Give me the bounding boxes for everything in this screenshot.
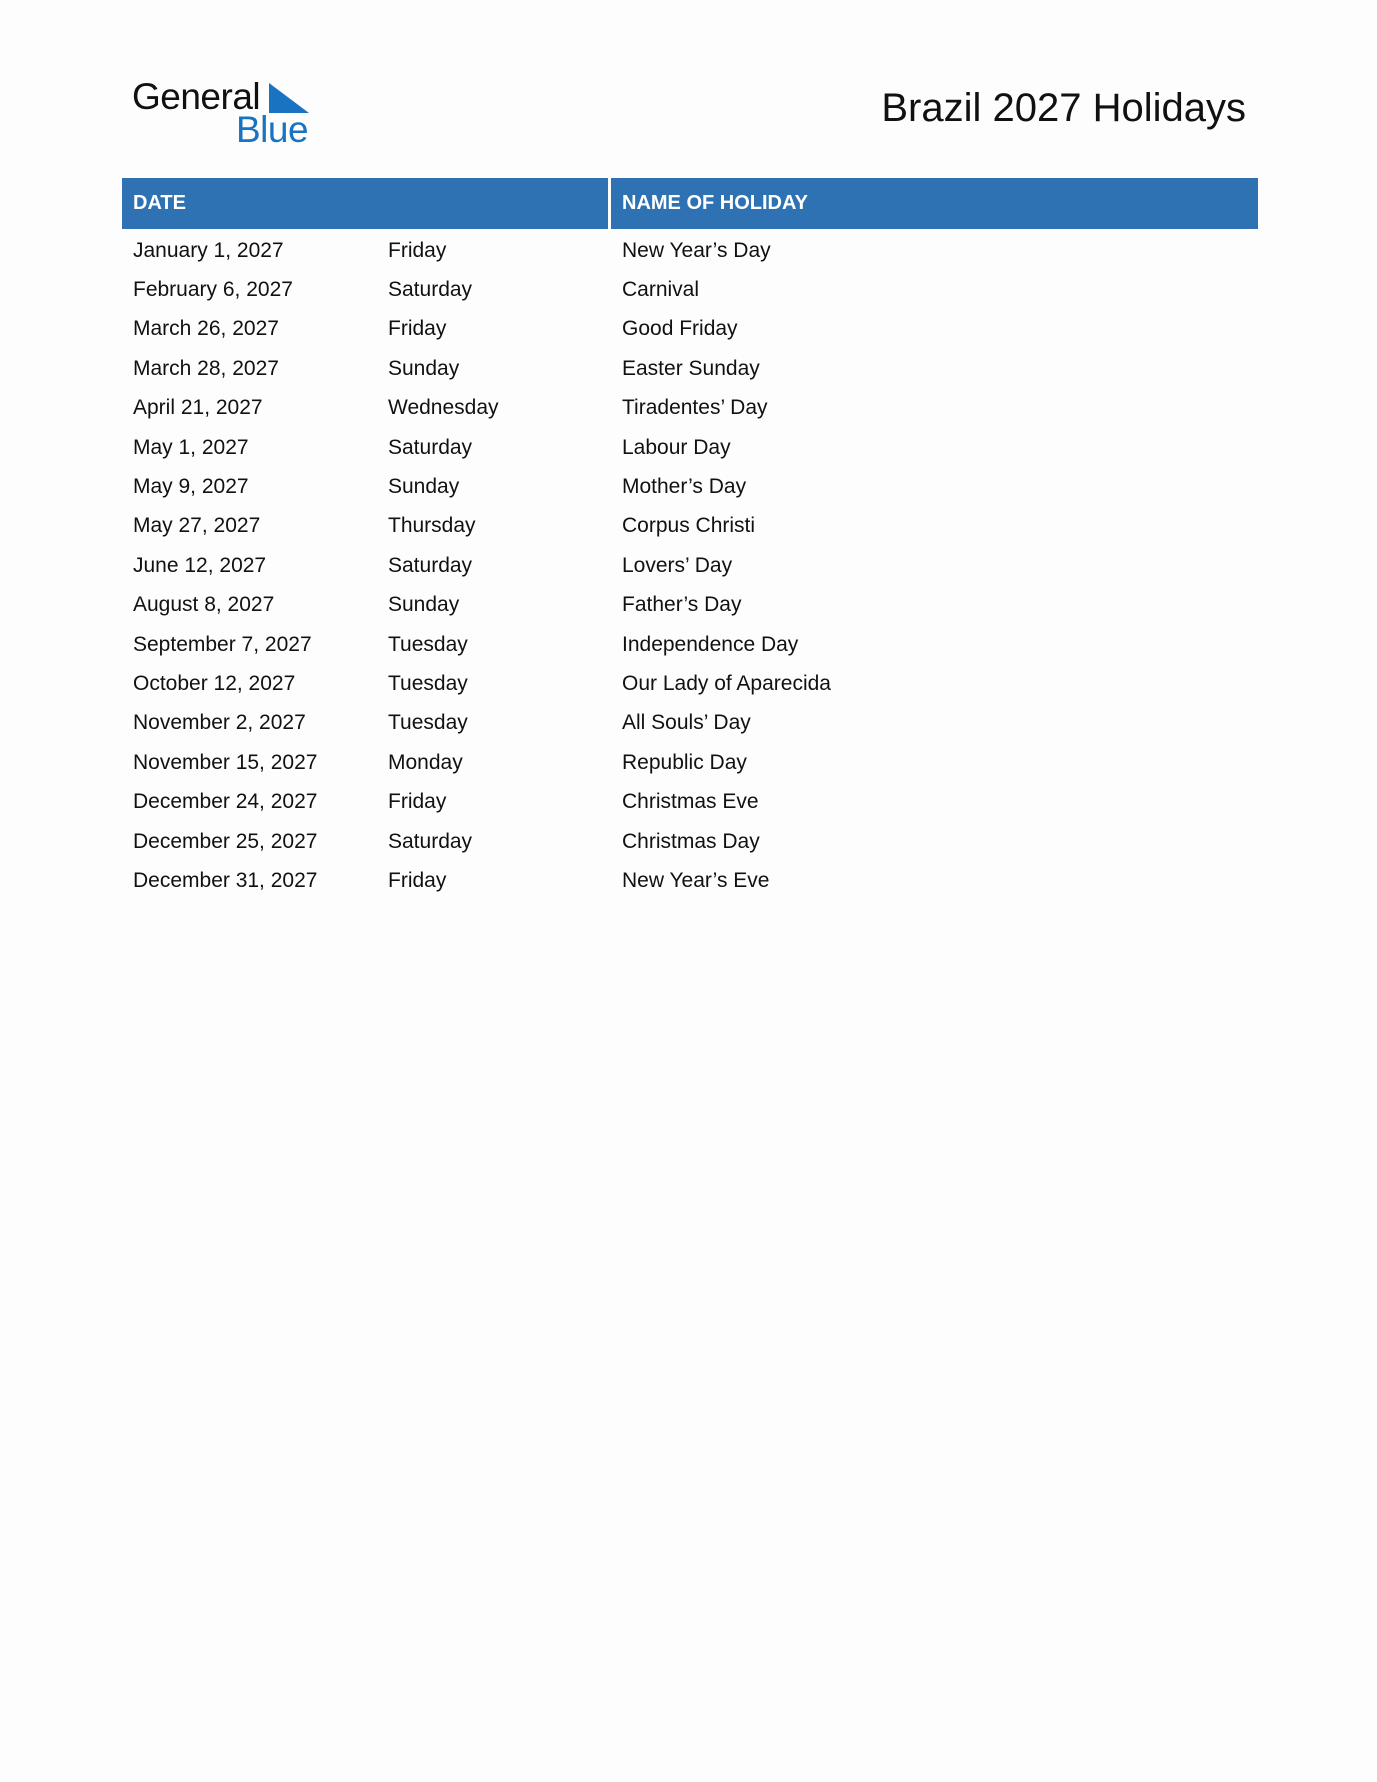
holiday-weekday: Sunday bbox=[388, 593, 460, 617]
holiday-date: April 21, 2027 bbox=[133, 396, 263, 420]
table-row bbox=[122, 704, 1258, 743]
holiday-name: Our Lady of Aparecida bbox=[622, 671, 831, 695]
holiday-name: Mother’s Day bbox=[622, 475, 747, 499]
holiday-date: May 27, 2027 bbox=[133, 514, 261, 538]
holiday-weekday: Friday bbox=[388, 317, 447, 341]
column-header-holiday-name: NAME OF HOLIDAY bbox=[611, 178, 1258, 229]
page-title: Brazil 2027 Holidays bbox=[881, 86, 1246, 130]
holiday-name: Tiradentes’ Day bbox=[622, 396, 768, 420]
holiday-name: Independence Day bbox=[622, 632, 799, 656]
holiday-name: Good Friday bbox=[622, 317, 738, 341]
holiday-weekday: Tuesday bbox=[388, 632, 468, 656]
table-row bbox=[122, 310, 1258, 349]
holiday-date: December 31, 2027 bbox=[133, 868, 318, 892]
logo-text-blue: Blue bbox=[236, 109, 309, 150]
holiday-name: Father’s Day bbox=[622, 593, 742, 617]
table-row bbox=[122, 270, 1258, 309]
holidays-table bbox=[122, 178, 1258, 901]
holiday-date: August 8, 2027 bbox=[133, 593, 275, 617]
holiday-name: Lovers’ Day bbox=[622, 553, 733, 577]
holiday-date: February 6, 2027 bbox=[133, 278, 293, 302]
holiday-date: March 28, 2027 bbox=[133, 356, 279, 380]
holiday-name: Labour Day bbox=[622, 435, 731, 459]
holiday-weekday: Saturday bbox=[388, 278, 473, 302]
holiday-date: May 1, 2027 bbox=[133, 435, 249, 459]
holiday-name: All Souls’ Day bbox=[622, 711, 751, 735]
holiday-weekday: Friday bbox=[388, 790, 447, 814]
table-row bbox=[122, 467, 1258, 506]
table-row bbox=[122, 861, 1258, 900]
holiday-weekday: Tuesday bbox=[388, 711, 468, 735]
holiday-name: Republic Day bbox=[622, 750, 747, 774]
holiday-name: Christmas Eve bbox=[622, 790, 759, 814]
holiday-date: December 24, 2027 bbox=[133, 790, 318, 814]
holiday-date: October 12, 2027 bbox=[133, 671, 296, 695]
holiday-name: Christmas Day bbox=[622, 829, 760, 853]
holiday-date: November 15, 2027 bbox=[133, 750, 318, 774]
table-body bbox=[122, 231, 1258, 901]
table-row bbox=[122, 664, 1258, 703]
holiday-date: November 2, 2027 bbox=[133, 711, 306, 735]
table-row bbox=[122, 782, 1258, 821]
holiday-weekday: Wednesday bbox=[388, 396, 499, 420]
holiday-weekday: Monday bbox=[388, 750, 463, 774]
holiday-weekday: Saturday bbox=[388, 553, 473, 577]
holiday-date: September 7, 2027 bbox=[133, 632, 312, 656]
column-header-date: DATE bbox=[122, 178, 608, 229]
table-row bbox=[122, 743, 1258, 782]
holiday-date: May 9, 2027 bbox=[133, 475, 249, 499]
holiday-name: Carnival bbox=[622, 278, 700, 302]
holiday-date: March 26, 2027 bbox=[133, 317, 279, 341]
table-row bbox=[122, 428, 1258, 467]
holiday-weekday: Saturday bbox=[388, 829, 473, 853]
holiday-name: Corpus Christi bbox=[622, 514, 756, 538]
logo-text-general: General bbox=[132, 76, 261, 117]
holiday-weekday: Tuesday bbox=[388, 671, 468, 695]
table-row bbox=[122, 231, 1258, 270]
table-row bbox=[122, 822, 1258, 861]
table-row bbox=[122, 546, 1258, 585]
general-blue-logo bbox=[132, 76, 322, 148]
table-row bbox=[122, 625, 1258, 664]
holiday-date: June 12, 2027 bbox=[133, 553, 267, 577]
table-row bbox=[122, 349, 1258, 388]
table-header bbox=[122, 178, 1258, 229]
holiday-weekday: Saturday bbox=[388, 435, 473, 459]
holiday-name: New Year’s Day bbox=[622, 238, 771, 262]
holiday-weekday: Friday bbox=[388, 868, 447, 892]
table-row bbox=[122, 586, 1258, 625]
holiday-weekday: Friday bbox=[388, 238, 447, 262]
holiday-date: December 25, 2027 bbox=[133, 829, 318, 853]
holiday-name: Easter Sunday bbox=[622, 356, 760, 380]
holiday-weekday: Thursday bbox=[388, 514, 476, 538]
table-row bbox=[122, 507, 1258, 546]
holiday-weekday: Sunday bbox=[388, 475, 460, 499]
table-row bbox=[122, 389, 1258, 428]
holiday-date: January 1, 2027 bbox=[133, 238, 284, 262]
holiday-name: New Year’s Eve bbox=[622, 868, 770, 892]
holiday-weekday: Sunday bbox=[388, 356, 460, 380]
